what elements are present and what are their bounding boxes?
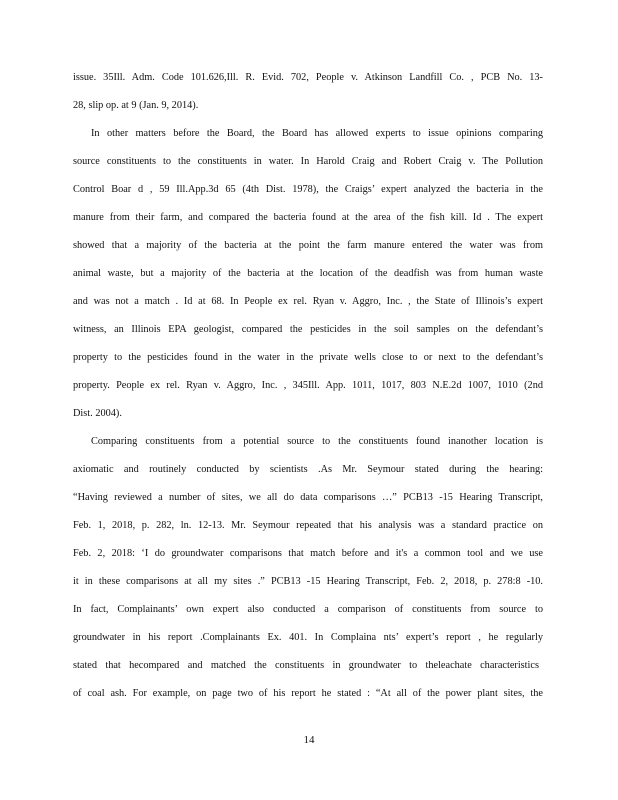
text-line: source constituents to the constituents in water. In Harold Craig and Robert Craig v. The Pollution — [73, 156, 543, 167]
text-line: manure from their farm, and compared the bacteria found at the area of the fish kill. Id . The expert — [73, 212, 543, 223]
text-line: Dist. 2004). — [73, 408, 122, 419]
text-line: it in these comparisons at all my sites .” PCB13 -15 Hearing Transcript, Feb. 2, 2018, p. 278:8 -10. — [73, 576, 543, 587]
text-line: stated that hecompared and matched the constituents in groundwater to theleachate characteristics — [73, 660, 539, 671]
text-line: groundwater in his report .Complainants Ex. 401. In Complaina nts’ expert’s report , he regularly — [73, 632, 543, 643]
text-line: Feb. 2, 2018: ‘I do groundwater comparisons that match before and it's a common tool and we use — [73, 548, 543, 559]
paragraph-first-line: Comparing constituents from a potential source to the constituents found inanother location is — [91, 436, 543, 447]
text-line: of coal ash. For example, on page two of his report he stated : “At all of the power plant sites, the — [73, 688, 543, 699]
text-line: witness, an Illinois EPA geologist, compared the pesticides in the soil samples on the defendant’s — [73, 324, 543, 335]
text-line: Feb. 1, 2018, p. 282, ln. 12-13. Mr. Seymour repeated that his analysis was a standard practice on — [73, 520, 543, 531]
text-line: axiomatic and routinely conducted by scientists .As Mr. Seymour stated during the hearing: — [73, 464, 543, 475]
text-line: property to the pesticides found in the water in the private wells close to or next to the defendant’s — [73, 352, 543, 363]
text-line: “Having reviewed a number of sites, we all do data comparisons …” PCB13 -15 Hearing Transcript, — [73, 492, 543, 503]
text-line: animal waste, but a majority of the bacteria at the location of the deadfish was from human waste — [73, 268, 543, 279]
text-line: issue. 35Ill. Adm. Code 101.626,Ill. R. Evid. 702, People v. Atkinson Landfill Co. , PCB No. 13- — [73, 72, 543, 83]
text-line: 28, slip op. at 9 (Jan. 9, 2014). — [73, 100, 199, 111]
text-line: Control Boar d , 59 Ill.App.3d 65 (4th Dist. 1978), the Craigs’ expert analyzed the bacteria in the — [73, 184, 543, 195]
text-line: In fact, Complainants’ own expert also conducted a comparison of constituents from source to — [73, 604, 543, 615]
text-line: property. People ex rel. Ryan v. Aggro, Inc. , 345Ill. App. 1011, 1017, 803 N.E.2d 1007, 1010 (2nd — [73, 380, 543, 391]
text-line: showed that a majority of the bacteria at the point the farm manure entered the water was from — [73, 240, 543, 251]
page-number: 14 — [303, 734, 315, 746]
paragraph-first-line: In other matters before the Board, the Board has allowed experts to issue opinions comparing — [91, 128, 543, 139]
text-line: and was not a match . Id at 68. In People ex rel. Ryan v. Aggro, Inc. , the State of Illinois’s expert — [73, 296, 543, 307]
